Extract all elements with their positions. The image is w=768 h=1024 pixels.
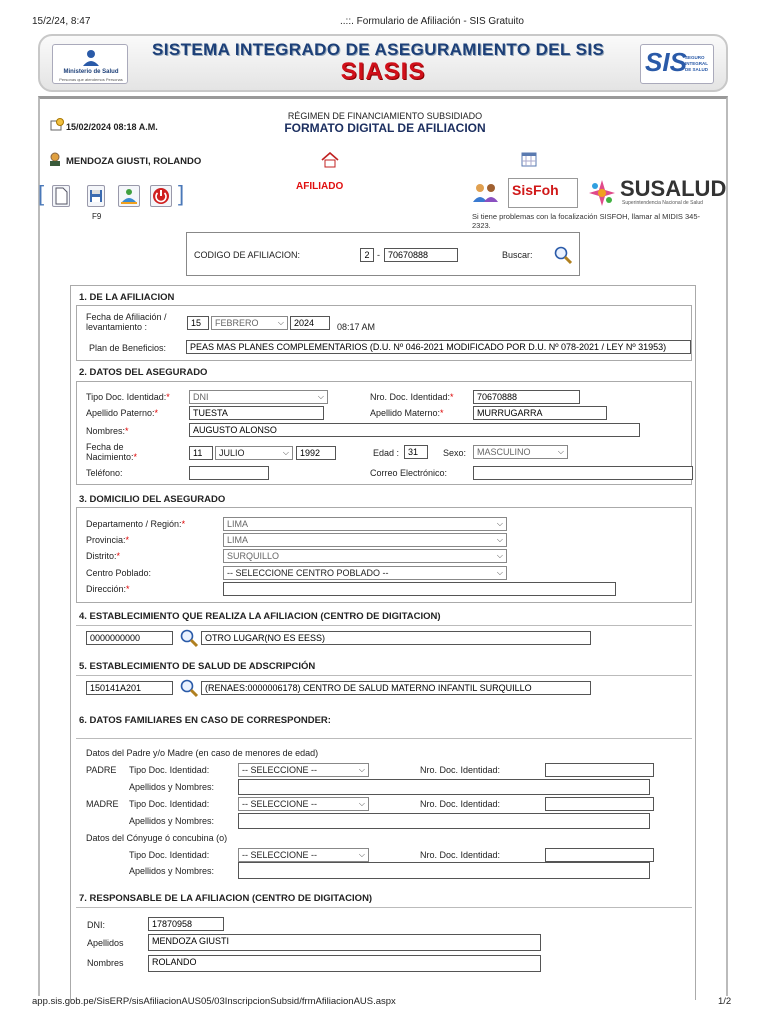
susalud-emblem-icon	[587, 178, 617, 208]
toolbar-bracket-right: ]	[178, 181, 185, 206]
conyuge-tipo-doc-label: Tipo Doc. Identidad:	[129, 850, 210, 860]
codigo-label: CODIGO DE AFILIACION:	[194, 250, 301, 260]
madre-nro-doc-label: Nro. Doc. Identidad:	[420, 799, 501, 809]
save-button[interactable]	[87, 185, 105, 207]
header-date: 15/02/2024 08:18 A.M.	[66, 122, 158, 132]
email-input[interactable]	[473, 466, 693, 480]
siasis-banner	[38, 34, 728, 92]
centro-poblado-label: Centro Poblado:	[86, 568, 152, 578]
section-2-title: 2. DATOS DEL ASEGURADO	[79, 367, 208, 378]
departamento-value: LIMA	[227, 519, 249, 529]
fnac-month-value: JULIO	[219, 448, 245, 458]
fecha-time: 08:17 AM	[337, 322, 376, 332]
tipo-doc-value: DNI	[193, 392, 209, 402]
conyuge-nro-doc-label: Nro. Doc. Identidad:	[420, 850, 501, 860]
section-5-title: 5. ESTABLECIMIENTO DE SALUD DE ADSCRIPCIÓN	[79, 661, 316, 672]
padre-tipo-doc-label: Tipo Doc. Identidad:	[129, 765, 210, 775]
padres-label: Datos del Padre y/o Madre (en caso de menores de edad)	[86, 748, 319, 758]
centro-poblado-value: -- SELECCIONE CENTRO POBLADO --	[227, 568, 389, 578]
padre-nro-doc-input[interactable]	[545, 763, 654, 777]
provincia-value: LIMA	[227, 535, 249, 545]
sis-logo	[640, 44, 714, 84]
minsa-logo-subtext: Personas que atendemos Personas	[59, 77, 123, 82]
direccion-input[interactable]	[223, 582, 616, 596]
susalud-logo-text: SUSALUD	[620, 176, 727, 201]
distrito-value: SURQUILLO	[227, 551, 280, 561]
madre-tipo-doc-label: Tipo Doc. Identidad:	[129, 799, 210, 809]
section-7-title: 7. RESPONSABLE DE LA AFILIACION (CENTRO DE DIGITACION)	[79, 893, 373, 904]
responsable-apellidos-input[interactable]: MENDOZA GIUSTI	[148, 934, 541, 951]
sisfoh-logo	[508, 178, 578, 208]
search-icon[interactable]	[179, 678, 199, 698]
print-datetime: 15/2/24, 8:47	[32, 16, 91, 27]
user-icon	[48, 152, 62, 166]
direccion-label: Dirección:*	[86, 584, 130, 594]
banner-title: SISTEMA INTEGRADO DE ASEGURAMIENTO DEL SIS	[152, 40, 605, 59]
padre-label: PADRE	[86, 765, 117, 775]
fecha-day-input[interactable]: 15	[187, 316, 209, 330]
fnac-day-input[interactable]: 11	[189, 446, 213, 460]
madre-label: MADRE	[86, 799, 119, 809]
save-icon	[88, 186, 104, 206]
fecha-month-value: FEBRERO	[215, 318, 259, 328]
codigo-input[interactable]: 70670888	[384, 248, 458, 262]
sisfoh-note: Si tiene problemas con la focalización SISFOH, llamar al MIDIS 345-2323.	[472, 212, 701, 230]
nombres-input[interactable]: AUGUSTO ALONSO	[189, 423, 640, 437]
departamento-select[interactable]	[223, 517, 507, 531]
chevron-down-icon: ⌵	[496, 568, 503, 577]
chevron-down-icon: ⌵	[496, 519, 503, 528]
fnac-year-input[interactable]: 1992	[296, 446, 336, 460]
save-shortcut: F9	[92, 212, 102, 221]
sexo-select[interactable]	[473, 445, 568, 459]
distrito-select[interactable]	[223, 549, 507, 563]
sisfoh-logo-text: SisFoh	[512, 182, 559, 198]
calendar-clock-icon	[50, 118, 64, 132]
tipo-doc-label: Tipo Doc. Identidad:*	[86, 392, 170, 402]
export-button[interactable]	[118, 185, 140, 207]
padre-apellidos-input[interactable]	[238, 779, 650, 795]
madre-tipo-doc-value: -- SELECCIONE --	[242, 799, 318, 809]
responsable-nombres-input[interactable]: ROLANDO	[148, 955, 541, 972]
distrito-label: Distrito:*	[86, 551, 121, 561]
banner-subtitle: SIASIS	[340, 58, 426, 85]
user-name: MENDOZA GIUSTI, ROLANDO	[66, 156, 202, 167]
madre-apellidos-input[interactable]	[238, 813, 650, 829]
est-afiliacion-code-input[interactable]: 0000000000	[86, 631, 173, 645]
apellido-materno-label: Apellido Materno:*	[370, 408, 444, 418]
section-5-separator	[76, 675, 692, 676]
edad-label: Edad :	[373, 448, 400, 458]
regimen-label: RÉGIMEN DE FINANCIAMIENTO SUBSIDIADO	[287, 111, 483, 121]
edad-input[interactable]: 31	[404, 445, 428, 459]
section-3-title: 3. DOMICILIO DEL ASEGURADO	[79, 494, 226, 505]
formato-title: FORMATO DIGITAL DE AFILIACION	[284, 121, 486, 135]
affiliation-status: AFILIADO	[296, 181, 344, 192]
minsa-logo-text: Ministerio de Salud	[63, 69, 119, 75]
responsable-apellidos-label: Apellidos	[87, 938, 124, 948]
calendar-icon[interactable]	[521, 152, 537, 167]
chevron-down-icon: ⌵	[557, 447, 564, 456]
apellido-materno-input[interactable]: MURRUGARRA	[473, 406, 607, 420]
nombres-label: Nombres:*	[86, 426, 129, 436]
footer-url: app.sis.gob.pe/SisERP/sisAfiliacionAUS05/03InscripcionSubsid/frmAfiliacionAUS.aspx	[32, 996, 396, 1007]
new-document-button[interactable]	[52, 185, 70, 207]
search-icon[interactable]	[553, 245, 573, 265]
provincia-label: Provincia:*	[86, 535, 130, 545]
email-label: Correo Electrónico:	[370, 468, 448, 478]
codigo-dash: -	[377, 250, 380, 260]
chevron-down-icon: ⌵	[317, 392, 324, 401]
chevron-down-icon: ⌵	[358, 799, 365, 808]
section-1-title: 1. DE LA AFILIACION	[79, 292, 175, 303]
conyuge-tipo-doc-value: -- SELECCIONE --	[242, 850, 318, 860]
est-adscripcion-name-field[interactable]: (RENAES:0000006178) CENTRO DE SALUD MATERNO INFANTIL SURQUILLO	[201, 681, 591, 695]
home-icon[interactable]	[321, 152, 339, 168]
chevron-down-icon: ⌵	[496, 535, 503, 544]
toolbar-bracket-left: [	[38, 181, 45, 206]
chevron-down-icon: ⌵	[496, 551, 503, 560]
search-icon[interactable]	[179, 628, 199, 648]
section-6-separator	[76, 738, 692, 739]
madre-nro-doc-input[interactable]	[545, 797, 654, 811]
padre-tipo-doc-value: -- SELECCIONE --	[242, 765, 318, 775]
apellido-paterno-input[interactable]: TUESTA	[189, 406, 324, 420]
madre-apellidos-label: Apellidos y Nombres:	[129, 816, 215, 826]
responsable-dni-label: DNI:	[87, 920, 105, 930]
chevron-down-icon: ⌵	[358, 765, 365, 774]
est-afiliacion-name-field[interactable]: OTRO LUGAR(NO ES EESS)	[201, 631, 591, 645]
padre-apellidos-label: Apellidos y Nombres:	[129, 782, 215, 792]
fnac-month-select[interactable]	[215, 446, 293, 460]
power-icon	[151, 186, 171, 206]
apellido-paterno-label: Apellido Paterno:*	[86, 408, 159, 418]
codigo-prefix-input[interactable]: 2	[360, 248, 374, 262]
susalud-logo-subtext: Superintendencia Nacional de Salud	[622, 200, 703, 206]
padre-tipo-doc-select[interactable]	[238, 763, 369, 777]
conyuge-tipo-doc-select[interactable]	[238, 848, 369, 862]
conyuge-apellidos-input[interactable]	[238, 862, 650, 879]
fecha-nacimiento-label: Fecha de Nacimiento:*	[86, 442, 138, 462]
conyuge-apellidos-label: Apellidos y Nombres:	[129, 866, 215, 876]
fecha-afiliacion-label: Fecha de Afiliación / levantamiento :	[86, 312, 167, 332]
departamento-label: Departamento / Región:*	[86, 519, 186, 529]
conyuge-nro-doc-input[interactable]	[545, 848, 654, 862]
exit-button[interactable]	[150, 185, 172, 207]
plan-field[interactable]: PEAS MAS PLANES COMPLEMENTARIOS (D.U. Nº 046-2021 MODIFICADO POR D.U. Nº 078-2021 / LEY Nº 31953)	[186, 340, 691, 354]
provincia-select[interactable]	[223, 533, 507, 547]
section-7-separator	[76, 907, 692, 908]
conyuge-label: Datos del Cónyuge ó concubina (o)	[86, 833, 228, 843]
responsable-nombres-label: Nombres	[87, 958, 124, 968]
nro-doc-label: Nro. Doc. Identidad:*	[370, 392, 454, 402]
est-adscripcion-code-input[interactable]: 150141A201	[86, 681, 173, 695]
fecha-month-select[interactable]	[211, 316, 288, 330]
chevron-down-icon: ⌵	[358, 850, 365, 859]
nro-doc-input[interactable]: 70670888	[473, 390, 580, 404]
sexo-value: MASCULINO	[477, 447, 531, 457]
new-document-icon	[53, 186, 69, 206]
responsable-dni-input[interactable]: 17870958	[148, 917, 224, 931]
plan-label: Plan de Beneficios:	[89, 343, 167, 353]
people-group-icon	[471, 180, 501, 204]
print-page-title: ..::. Formulario de Afiliación - SIS Gratuito	[340, 16, 524, 27]
telefono-input[interactable]	[189, 466, 269, 480]
sis-logo-subtext: SEGURO INTEGRAL DE SALUD	[685, 55, 709, 72]
telefono-label: Teléfono:	[86, 468, 123, 478]
sis-logo-text: SIS	[645, 47, 687, 77]
tipo-doc-select[interactable]	[189, 390, 328, 404]
sexo-label: Sexo:	[443, 448, 467, 458]
chevron-down-icon: ⌵	[282, 448, 289, 457]
padre-nro-doc-label: Nro. Doc. Identidad:	[420, 765, 501, 775]
section-4-separator	[76, 625, 692, 626]
centro-poblado-select[interactable]	[223, 566, 507, 580]
fecha-year-input[interactable]: 2024	[290, 316, 330, 330]
section-4-title: 4. ESTABLECIMIENTO QUE REALIZA LA AFILIACION (CENTRO DE DIGITACION)	[79, 611, 441, 622]
person-export-icon	[119, 186, 139, 206]
footer-page-number: 1/2	[718, 996, 732, 1007]
buscar-label: Buscar:	[502, 250, 533, 260]
madre-tipo-doc-select[interactable]	[238, 797, 369, 811]
chevron-down-icon: ⌵	[277, 318, 284, 327]
section-6-title: 6. DATOS FAMILIARES EN CASO DE CORRESPONDER:	[79, 715, 331, 726]
